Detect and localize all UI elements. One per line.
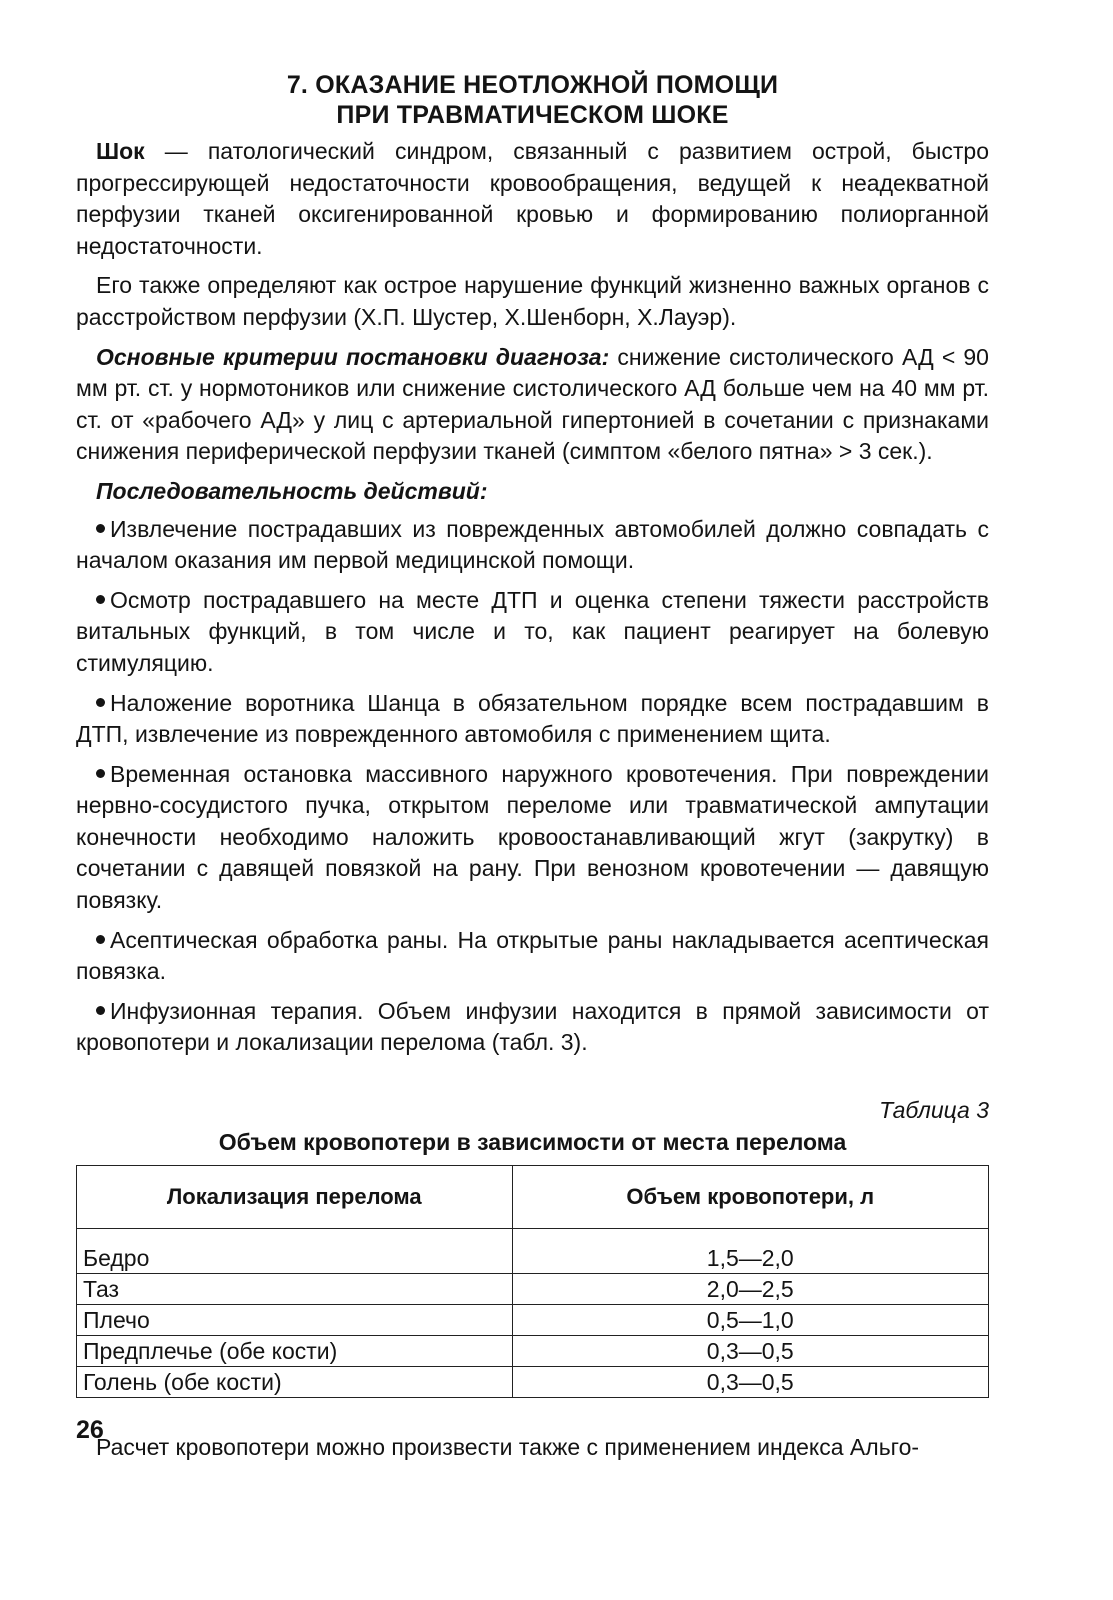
table-row (77, 1336, 989, 1367)
action-item-4 (76, 759, 989, 917)
table-row (77, 1305, 989, 1336)
table-row (77, 1274, 989, 1305)
cell-localization: Предплечье (обе кости) (77, 1336, 513, 1367)
cell-blood-loss: 0,5—1,0 (512, 1305, 988, 1336)
cell-blood-loss: 1,5—2,0 (512, 1229, 988, 1274)
actions-heading: Последовательность действий: (96, 477, 488, 504)
definition-paragraph (76, 136, 989, 262)
criteria-heading: Основные критерии постановки диагноза: (96, 343, 610, 370)
definition-term: Шок (96, 138, 145, 164)
action-text: Временная остановка массивного наружного кровотечения. При повреждении нервно-сосудистого пучка, открытом переломе или травматической ампутации конечности необходимо наложить кровоостанавливающий жгут (закрутку) в сочетании с давящей повязкой на рану. При венозном кровотечении — давящую повязку. (76, 760, 989, 914)
cell-blood-loss: 0,3—0,5 (512, 1336, 988, 1367)
continuation-line: Расчет кровопотери можно произвести также с применением индекса Альго- (96, 1434, 920, 1461)
action-item-3 (76, 688, 989, 751)
action-item-6 (76, 996, 989, 1059)
action-text: Инфузионная терапия. Объем инфузии находится в прямой зависимости от кровопотери и локализации перелома (табл. 3). (76, 997, 989, 1056)
action-item-5 (76, 925, 989, 988)
header-localization: Локализация перелома (77, 1166, 513, 1229)
table-header-row (77, 1166, 989, 1229)
chapter-title-line-2: ПРИ ТРАВМАТИЧЕСКОМ ШОКЕ (336, 101, 729, 129)
action-text: Осмотр пострадавшего на месте ДТП и оценка степени тяжести расстройств витальных функций, в том числе и то, как пациент реагирует на болевую стимуляцию. (76, 586, 989, 676)
also-defined-paragraph: Его также определяют как острое нарушение функций жизненно важных органов с расстройством перфузии (Х.П. Шустер, Х.Шенборн, Х.Лауэр). (76, 272, 989, 330)
cell-blood-loss: 2,0—2,5 (512, 1274, 988, 1305)
cell-localization: Плечо (77, 1305, 513, 1336)
bullet-icon (96, 769, 105, 778)
page-content (76, 70, 989, 1464)
table-row (77, 1229, 989, 1274)
bullet-icon (96, 935, 105, 944)
definition-text: — патологический синдром, связанный с развитием острой, быстро прогрессирующей недостаточности кровообращения, ведущей к неадекватной перфузии тканей оксигенированной кровью и формированию полиорганной недостаточности. (76, 138, 989, 259)
criteria-text: снижение систолического АД < 90 мм рт. ст. у нормотоников или снижение систолического АД больше чем на 40 мм рт. ст. от «рабочего АД» у лиц с артериальной гипертонией в сочетании с признаками снижения периферической перфузии тканей (симптом «белого пятна» > 3 сек.). (76, 343, 989, 465)
header-blood-loss: Объем кровопотери, л (512, 1166, 988, 1229)
table-caption: Таблица 3 (879, 1097, 989, 1124)
page-number: 26 (76, 1416, 104, 1444)
table-row (77, 1367, 989, 1398)
cell-localization: Голень (обе кости) (77, 1367, 513, 1398)
bullet-icon (96, 698, 105, 707)
table-title: Объем кровопотери в зависимости от места перелома (218, 1129, 847, 1156)
action-text: Наложение воротника Шанца в обязательном порядке всем пострадавшим в ДТП, извлечение из поврежденного автомобиля с применением щита. (76, 689, 989, 748)
cell-localization: Таз (77, 1274, 513, 1305)
action-text: Извлечение пострадавших из поврежденных автомобилей должно совпадать с началом оказания им первой медицинской помощи. (76, 515, 989, 574)
blood-loss-table (76, 1165, 989, 1398)
bullet-icon (96, 524, 105, 533)
cell-blood-loss: 0,3—0,5 (512, 1367, 988, 1398)
cell-localization: Бедро (77, 1229, 513, 1274)
bullet-icon (96, 595, 105, 604)
action-text: Асептическая обработка раны. На открытые раны накладывается асептическая повязка. (76, 926, 989, 985)
chapter-title-line-1: 7. ОКАЗАНИЕ НЕОТЛОЖНОЙ ПОМОЩИ (286, 71, 779, 99)
chapter-title (76, 70, 989, 130)
bullet-icon (96, 1006, 105, 1015)
action-item-1 (76, 514, 989, 577)
criteria-paragraph (76, 342, 989, 468)
action-item-2 (76, 585, 989, 680)
